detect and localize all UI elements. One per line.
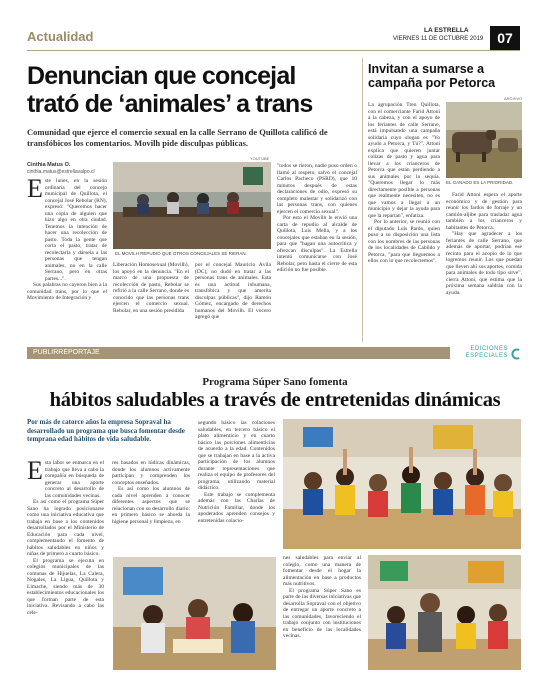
main-column-3 xyxy=(195,262,271,342)
paper-name: LA ESTRELLA xyxy=(424,27,469,34)
main-column-3-text: por el concejal Mauricio Ávila (DC), no dudó en tratar a las personas trans de animales. Esta es una actitud inhumana, transfóbica y que amerita disculpas públicas", dijo Ramón Gómez, encargado de derechos humanos del Movilh. El vocero agregó que xyxy=(195,262,271,320)
side-column-2 xyxy=(446,192,522,342)
teacher-with-students-photo xyxy=(368,555,521,670)
classroom-photo-activity xyxy=(113,557,276,670)
main-column-1-text-b: Sus palabras no cayeron bien a la comunidad trans, por lo que el Movimiento de Integración y xyxy=(27,282,107,301)
promo-drop-cap: E xyxy=(27,456,43,485)
publirreportaje-band xyxy=(27,347,480,359)
author-name: Cinthia Matus O. xyxy=(27,162,71,168)
promo-column-4-text: nes saludables para enviar al colegio, como una manera de fomentar desde el hogar la alimentación en base a productos más nutritivos. xyxy=(283,555,361,587)
side-headline-line1: Invitan a sumarse a xyxy=(368,62,485,76)
promo-column-1-text-c: El programa se ejecuta en colegios municipales de las comunas de Hijuelas, La Calera, Nogales, La Ligua, Quillota y Limache, siendo más de 30 establecimientos educacionales los que forman parte de esta iniciativa. Revisando a cabo las cele- xyxy=(27,557,104,616)
livestock-photo xyxy=(446,102,522,178)
promo-kicker: Programa Súper Sano fomenta xyxy=(202,376,348,388)
main-headline-line2: trató de ‘animales’ a trans xyxy=(27,90,313,118)
section-label: Actualidad xyxy=(27,29,94,44)
students-activity-photo xyxy=(113,557,276,670)
ediciones-logo-line1: EDICIONES xyxy=(470,346,508,352)
main-column-4-text-b: Por esto el Movilh le envió una carta de repudio al alcalde de Quillota, Luis Mella, y a los concejales que estaban en la sesión, para que "hagan una autocrítica y ofrezcan disculpas". La Estrella intentó comunicarse con José Rebolar, pero hasta el cierre de esta edición no fue posible. xyxy=(277,215,357,273)
side-photo-credit: ARCHIVO xyxy=(504,96,523,101)
promo-column-4 xyxy=(283,555,361,670)
ediciones-logo xyxy=(450,345,522,365)
classroom-photo-kids xyxy=(283,419,521,549)
issue-date: VIERNES 11 DE OCTUBRE 2019 xyxy=(393,36,484,42)
side-column-2-text: Farid Attoni espera el aporte económico y de gestión para reunir los fardos de forraje y un camión-aljibe para trasladar agua también a los crianceros y habitantes de Petorca. xyxy=(446,192,522,231)
side-column-1 xyxy=(368,102,440,342)
main-column-1 xyxy=(27,174,107,338)
side-headline xyxy=(368,62,523,90)
main-column-4 xyxy=(277,163,357,341)
ediciones-logo-icon xyxy=(511,348,521,360)
drop-cap: E xyxy=(27,174,43,203)
ediciones-logo-line2: ESPECIALES xyxy=(465,353,508,359)
side-column-1-text: La agrupación Tren Quillota, con el comerciante Farid Attoni a la cabeza, y con el apoyo de los feriantes de calle Serrano, está impulsando una campaña solidaria cuyo slogan es "Yo ayudo a Petorca, y Tú?". Attoni explica que quieren juntar colizas de pasto y agua para llevar a los crianceros de Petorca que están perdiendo a sus animales por la sequía. "Queremos llegar lo más directamente posible a personas que realmente necesiten, no es que vamos a llegar a un municipio y dejar la ayuda para que la repartan", enfatiza. xyxy=(368,102,440,219)
main-headline xyxy=(27,62,357,118)
promo-column-1-text: sta labor se enmarca en el trabajo que lleva a cabo la compañía en búsqueda de generar una aporte concreto al desarrollo de las comunidades vecinas. xyxy=(44,460,104,499)
promo-lead: Por más de catorce años la empresa Sopraval ha desarrollado un programa que busca fomentar desde temprana edad hábitos de vida saludable. xyxy=(27,418,185,443)
promo-column-1-text-b: Es así como el programa Súper Sano ha logrado posicionarse como una iniciativa educativa que trabaja en base a los contenidos desarrollados por el Ministerio de Educación para cada nivel, complementando el fomento de hábitos saludables en niños y niñas de primero a cuarto básico. xyxy=(27,499,104,557)
side-headline-line2: campaña por Petorca xyxy=(368,76,496,90)
promo-column-3 xyxy=(198,420,275,552)
main-photo-credit: YOUTUBE xyxy=(250,156,270,161)
promo-column-2-text-b: Es así como los alumnos de cada nivel aprenden a conocer diferentes aspectos que se relacionan con su desarrollo diario: en primero básico se aborda la higiene personal y limpieza, en xyxy=(112,486,190,525)
promo-column-2 xyxy=(112,460,190,550)
page-number: 07 xyxy=(490,26,520,50)
main-column-4-text: "todos se rieron, nadie puso orden o llamó al respeto, salvo el concejal Carlos Pacheco (PSRD), que 10 minutos después de estas declaraciones de odio, expresó su completo malestar y solidarizó con las personas trans, con quienes ejercen el comercio sexual". xyxy=(277,163,357,215)
classroom-photo-teacher xyxy=(368,555,521,670)
promo-column-3-text: segundo básico las colaciones saludables, en tercero básico el plato alimenticio y en cuarto básico las porciones alimenticias de acuerdo a la edad. Contenidos que se trabajan en base a la activa participación de los alumnos durante representaciones que realiza el equipo de profesores del programa, utilizando material didáctico. xyxy=(198,420,275,491)
promo-column-3-text-b: Este trabajo se complementa además con las Charlas de Nutrición Familiar, donde los apoderados aprenden consejos y entretenidas colacio- xyxy=(198,491,275,524)
main-photo xyxy=(113,162,271,249)
students-raising-hands-photo xyxy=(283,419,521,549)
main-photo-caption: EL MOVILH REPUDIÓ QUE OTROS CONCEJALES SE RIERAN. xyxy=(115,251,247,256)
promo-column-4-text-b: El programa Súper Sano es parte de las diversas iniciativas que desarrolla Sopraval con el objetivo de entregar un aporte concreto a las comunidades, favoreciendo el trabajo conjunto con instituciones en beneficio de las localidades vecinas. xyxy=(283,587,361,639)
council-meeting-photo xyxy=(113,162,271,249)
main-headline-line1: Denuncian que concejal xyxy=(27,62,296,90)
promo-column-2-text: res basados en lúdicas dinámicas, donde los alumnos activamente participan y comprenden los conceptos enseñados. xyxy=(112,460,190,486)
main-column-2 xyxy=(113,262,189,342)
header-rule xyxy=(27,50,520,51)
side-photo-caption: EL GANADO ES LA PRIORIDAD. xyxy=(446,180,514,185)
main-subtitle: Comunidad que ejerce el comercio sexual en la calle Serrano de Quillota calificó de transfóbicos los comentarios. Movilh pide disculpas públicas. xyxy=(27,127,328,148)
column-divider xyxy=(362,58,363,342)
side-photo xyxy=(446,102,522,178)
main-column-1-text: ste lunes, en la sesión ordinaria del concejo municipal de Quillota, el concejal José Rebolar (RN), expresó: "Queremos hacer una copia de alguien que hizo algo en otra ciudad. Tenemos la intención de hacer una recolección de pasto. Toda la gente que corta el pasto, tratar de recolectarla y dársela a las personas que tengan animales, no en la calle Serrano, pero en otras partes...". xyxy=(44,178,107,282)
promo-column-1 xyxy=(27,456,104,670)
side-column-2-text-b: "Hay que agradecer a los feriantes de calle Serrano, que además de aportar, podrían ese recinto para el acopio de lo que logremos reunir. Los que puedan que lleven ahí sus aportes, comida para animales de todo tipo sirve", cierra Attoni, que estima que la próxima semana saldrán con la ayuda. xyxy=(446,231,522,296)
main-column-2-text: Liberación Homosexual (Movilh), los apoyó en la denuncia. "En el marco de una propuesta de recolección de pasto, Rebolar se refirió a la calle Serrano, donde es conocido que las personas trans ejercen el comercio sexual. Rebolar, en una sesión presidida xyxy=(113,262,189,314)
side-column-1-text-b: Por lo anterior, se reunió con el diputado Luis Pardo, quien puso a su disposición una lista con los nombres de las personas de los localidades de Cabildo y Petorca, "para que lleguemos a ellos con lo que recolectemos". xyxy=(368,219,440,264)
promo-headline: hábitos saludables a través de entretenidas dinámicas xyxy=(49,389,501,411)
author-email: cinthia.matus@estrellavalpo.cl xyxy=(27,169,95,175)
publirreportaje-label: PUBLIRREPORTAJE xyxy=(33,349,100,356)
